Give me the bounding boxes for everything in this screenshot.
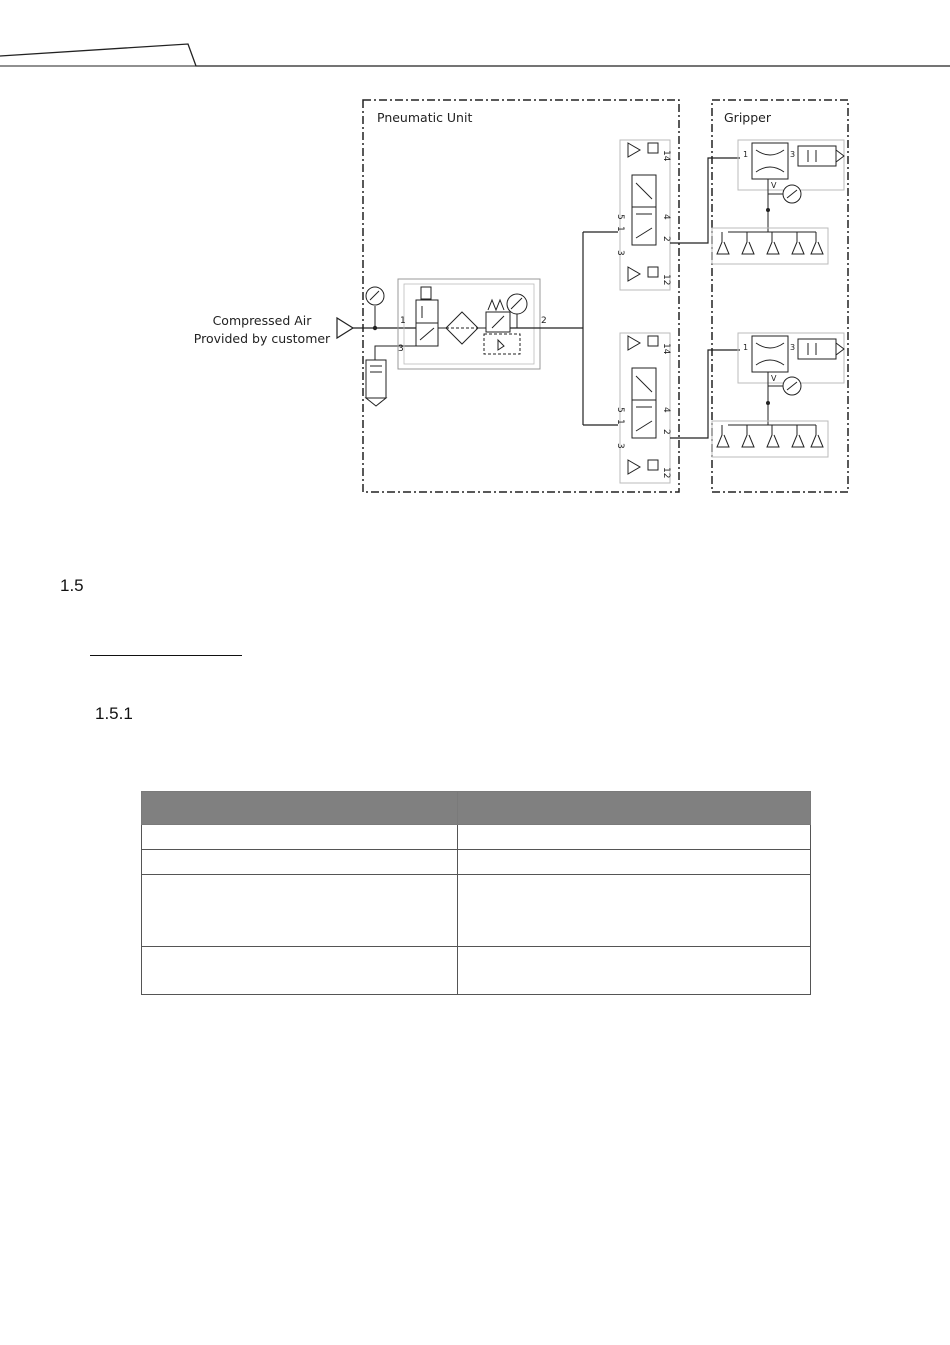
silencer-icon xyxy=(798,339,836,359)
table-cell xyxy=(458,825,811,850)
supply-label-line2: Provided by customer xyxy=(193,331,331,346)
heading-underline xyxy=(90,655,242,656)
pneumatic-diagram xyxy=(180,90,860,500)
svg-text:3: 3 xyxy=(615,443,625,449)
svg-text:V: V xyxy=(771,374,777,383)
svg-text:2: 2 xyxy=(661,429,671,435)
svg-text:1: 1 xyxy=(743,343,749,352)
ejector-icon xyxy=(752,143,788,179)
subsection-number: 1.5.1 xyxy=(95,704,133,723)
pneumatic-unit-label: Pneumatic Unit xyxy=(377,110,473,125)
svg-text:2: 2 xyxy=(661,236,671,242)
svg-text:5: 5 xyxy=(615,407,625,413)
svg-text:1: 1 xyxy=(615,226,625,232)
svg-text:1: 1 xyxy=(400,316,406,326)
table-row xyxy=(142,875,811,947)
svg-text:3: 3 xyxy=(790,150,796,159)
vacuum-gripper-2 xyxy=(712,333,844,457)
pressure-gauge-icon xyxy=(507,294,527,314)
gripper-label: Gripper xyxy=(724,110,771,125)
page-header-line xyxy=(0,0,950,80)
svg-text:12: 12 xyxy=(661,274,671,286)
svg-text:3: 3 xyxy=(615,250,625,256)
svg-text:4: 4 xyxy=(661,214,671,220)
inlet-gauge-icon xyxy=(366,287,384,305)
svg-text:5: 5 xyxy=(615,214,625,220)
svg-text:1: 1 xyxy=(615,419,625,425)
svg-text:14: 14 xyxy=(661,150,671,162)
svg-text:3: 3 xyxy=(790,343,796,352)
svg-text:V: V xyxy=(771,181,777,190)
silencer-icon xyxy=(798,146,836,166)
table-cell xyxy=(142,947,458,995)
svg-text:2: 2 xyxy=(541,316,547,326)
supply-inlet-icon xyxy=(337,318,353,338)
table-cell xyxy=(458,850,811,875)
ejector-icon xyxy=(752,336,788,372)
table-cell xyxy=(458,875,811,947)
table-header-cell xyxy=(458,792,811,825)
table-cell xyxy=(142,850,458,875)
supply-label-line1: Compressed Air xyxy=(212,313,312,328)
svg-text:12: 12 xyxy=(661,467,671,479)
svg-text:4: 4 xyxy=(661,407,671,413)
section-number: 1.5 xyxy=(60,576,84,595)
solenoid-valve-1 xyxy=(615,140,671,290)
svg-text:14: 14 xyxy=(661,343,671,355)
spec-table xyxy=(141,791,811,995)
table-cell xyxy=(142,875,458,947)
table-cell xyxy=(458,947,811,995)
table-header-row xyxy=(142,792,811,825)
solenoid-valve-2 xyxy=(615,333,671,483)
table-header-cell xyxy=(142,792,458,825)
table-row xyxy=(142,850,811,875)
svg-text:3: 3 xyxy=(398,344,404,354)
table-row xyxy=(142,825,811,850)
table-row xyxy=(142,947,811,995)
svg-text:1: 1 xyxy=(743,150,749,159)
table-cell xyxy=(142,825,458,850)
